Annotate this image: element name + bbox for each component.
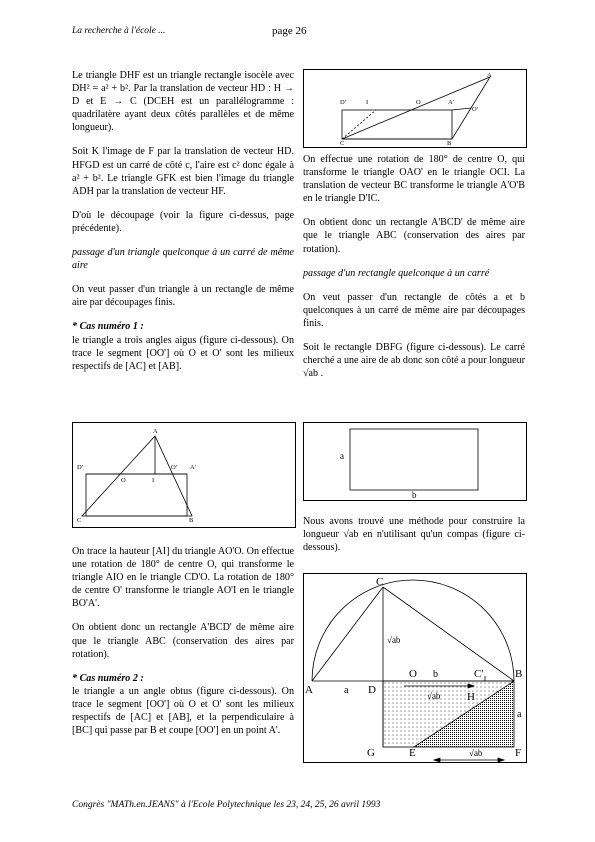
paragraph: On trace la hauteur [AI] du triangle AO'O. On effectue une rotation de 180° de centre O, qui transforme le triangle AIO en le triangle CD'O. La rotation de 180° de centre O' transforme le triangle AO'I en le triangle BO'A'. [72,546,294,610]
case-heading: * Cas numéro 2 : [72,672,144,684]
label-d-prime: D' [77,464,83,471]
label-d: D [368,684,376,696]
label-i: I [366,99,369,106]
label-e: E [409,747,416,759]
figure-obtuse-triangle [303,69,527,148]
label-sqrt-ab-ef: √ab [469,748,483,758]
label-c: C [77,517,82,524]
label-h: H [467,691,475,703]
paragraph: On veut passer d'un triangle à un rectangle de même aire par découpages finis. [72,284,294,309]
label-o-prime: O' [472,106,478,113]
paragraph: Le triangle DHF est un triangle rectangle isocèle avec DH² = a² + b². Par la translation de vecteur HD : H → D et E → C (DCEH est un parallélogramme : quadrilatère ayant deux côtés parallèles et de même longueur). [72,70,294,134]
figure-rectangle-ab [303,422,527,501]
section-heading: passage d'un triangle quelconque à un carré de même aire [72,247,294,272]
label-o-prime: O' [171,464,177,471]
label-b: B [447,140,452,147]
rectangle-dbfg [350,429,478,490]
label-g: G [367,747,375,759]
label-c: C [376,576,384,588]
label-a-left: a [344,685,349,696]
label-a-right: a [517,709,522,720]
right-column-lower [303,515,525,565]
label-o: O [416,99,421,106]
label-a-prime: A' [190,464,196,471]
footer: Congrès "MATh.en.JEANS" à l'Ecole Polytechnique les 23, 24, 25, 26 avril 1993 [72,800,381,810]
label-o: O [121,477,126,484]
label-f: F [515,747,522,759]
label-a: A [487,72,492,79]
left-column [72,69,294,384]
right-column [303,153,525,391]
label-sqrt-ab-dh: √ab [427,691,441,701]
paragraph: le triangle a un angle obtus (figure ci-dessous). On trace le segment [OO'] où O et O' sont les milieux respectifs de [AC] et [AB], et la perpendiculaire à [BC] qui passe par B et coupe [OO'] en un point A'. [72,685,294,737]
paragraph: On obtient donc un rectangle A'BCD' de même aire que le triangle ABC (conservation des aires par rotation). [72,622,294,660]
page-number: page 26 [272,25,307,37]
label-i: I [152,477,155,484]
figure-acute-triangle [72,422,296,528]
label-b: b [412,490,417,500]
case-heading: * Cas numéro 1 : [72,321,144,333]
label-a: A [153,428,158,435]
paragraph: Soit le rectangle DBFG (figure ci-dessous). Le carré cherché a une aire de ab donc son côté a pour longueur √ab . [303,342,525,380]
left-column-lower [72,545,294,748]
figure-sqrt-construction [303,573,527,763]
label-o: O [409,668,417,680]
label-a: a [340,451,344,461]
paragraph: On effectue une rotation de 180° de centre O, qui transforme le triangle OAO' en le triangle OCI. La translation de vecteur BC transforme le triangle A'O'B en le triangle D'IC. [303,154,525,205]
label-c: C [340,140,345,147]
label-b: B [189,517,194,524]
label-a-prime: A' [448,99,454,106]
label-b-top: b [433,669,438,680]
running-header: La recherche à l'école ... [72,26,166,36]
paragraph: On veut passer d'un rectangle de côtés a et b quelconques à un carré de même aire par découpages finis. [303,291,525,329]
triangle-abc [82,436,192,516]
label-a-point: A [305,684,313,696]
semicircle [312,580,514,681]
label-b: B [515,668,523,680]
paragraph: Soit K l'image de F par la translation de vecteur HD. HFGD est un carré de côté c, l'aire est c² donc égale à a² + b². Le triangle GFK est bien l'image du triangle ADH par la translation de vecteur HF. [72,146,294,197]
label-d-prime: D' [340,99,346,106]
label-c-prime: C' [474,668,484,680]
paragraph: le triangle a trois angles aigus (figure ci-dessous). On trace le segment [OO'] où O et O' sont les milieux respectifs de [AC] et [AB]. [72,334,294,372]
section-heading: passage d'un rectangle quelconque à un carré [303,267,490,279]
paragraph: D'où le découpage (voir la figure ci-dessus, page précédente). [72,209,294,234]
paragraph: On obtient donc un rectangle A'BCD' de même aire que le triangle ABC (conservation des aires par rotation). [303,217,525,255]
paragraph: Nous avons trouvé une méthode pour construire la longueur √ab en n'utilisant qu'un compas (figure ci-dessous). [303,516,525,554]
label-sqrt-ab-height: √ab [387,635,401,645]
